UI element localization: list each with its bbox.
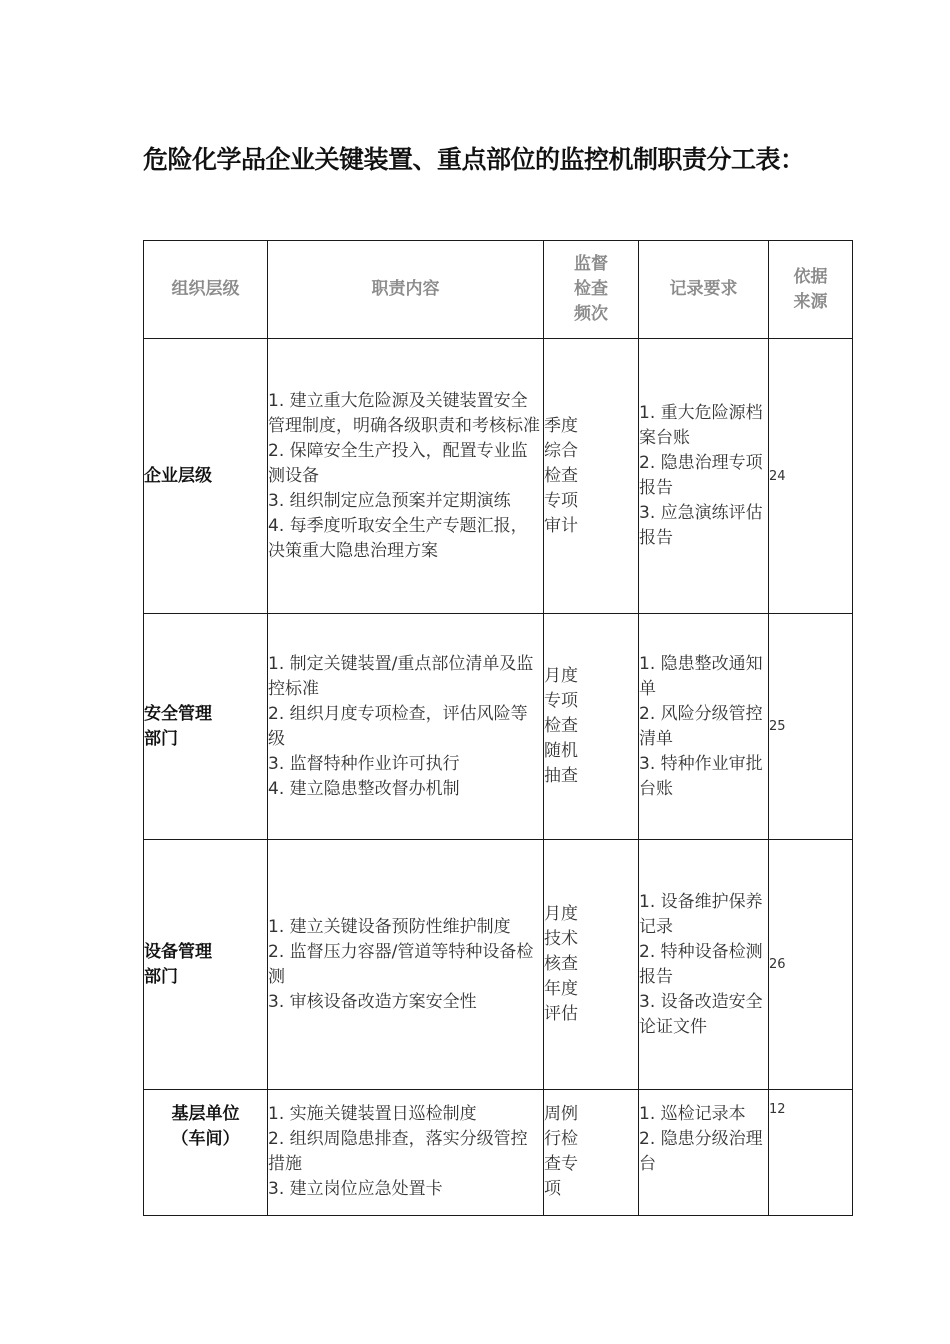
record-item: 3. 特种作业审批台账 [639,753,763,799]
duty-item: 2. 保障安全生产投入，配置专业监测设备 [268,440,528,486]
duty-item: 1. 实施关键装置日巡检制度 [268,1104,477,1124]
level-text: 设备管理部门 [144,941,212,987]
header-source [769,241,853,339]
header-record: 记录要求 [639,241,769,339]
header-frequency-label: 监督检查频次 [574,254,608,324]
record-item: 2. 风险分级管控清单 [639,703,763,749]
duty-item: 3. 建立岗位应急处置卡 [268,1179,443,1199]
source-cell: 12 [769,1090,853,1216]
header-level: 组织层级 [144,241,268,339]
duty-item: 4. 建立隐患整改督办机制 [268,778,460,799]
duty-item: 2. 组织周隐患排查，落实分级管控措施 [268,1129,528,1174]
frequency-cell [544,339,639,614]
record-item: 1. 设备维护保养记录 [639,891,763,937]
level-text: 安全管理部门 [144,703,212,749]
table-header-row [144,241,853,339]
frequency-cell [544,1090,639,1216]
record-item: 3. 应急演练评估报告 [639,503,763,548]
record-item: 3. 设备改造安全论证文件 [639,991,763,1037]
source-cell: 26 [769,840,853,1090]
frequency-text: 月度技术核查年度评估 [544,904,578,1024]
duty-cell [268,339,544,614]
duty-item: 4. 每季度听取安全生产专题汇报，决策重大隐患治理方案 [268,515,528,561]
level-cell [144,1090,268,1216]
duty-item: 3. 组织制定应急预案并定期演练 [268,490,511,511]
document-title: 危险化学品企业关键装置、重点部位的监控机制职责分工表： [143,145,805,174]
level-text: 基层单位（车间） [171,1104,240,1149]
duty-item: 1. 建立重大危险源及关键装置安全管理制度，明确各级职责和考核标准 [268,390,540,436]
duty-cell [268,1090,544,1216]
level-cell [144,840,268,1090]
duty-item: 3. 监督特种作业许可执行 [268,753,460,774]
frequency-text: 月度专项检查随机抽查 [544,666,578,786]
record-cell [639,840,769,1090]
duty-cell [268,840,544,1090]
header-source-label: 依据来源 [793,266,828,312]
record-item: 2. 隐患分级治理台 [639,1129,763,1174]
header-frequency [544,241,639,339]
frequency-text: 季度综合检查专项审计 [544,415,578,536]
duty-table [143,240,853,1216]
record-item: 2. 隐患治理专项报告 [639,453,763,498]
duty-item: 3. 审核设备改造方案安全性 [268,991,477,1012]
source-cell: 25 [769,614,853,840]
record-cell [639,339,769,614]
record-item: 1. 重大危险源档案台账 [639,403,763,448]
frequency-text: 周例行检查专项 [544,1104,578,1199]
source-cell: 24 [769,339,853,614]
duty-item: 2. 监督压力容器/管道等特种设备检测 [268,941,534,987]
record-item: 1. 巡检记录本 [639,1104,746,1124]
level-cell [144,614,268,840]
record-item: 1. 隐患整改通知单 [639,653,763,699]
level-cell: 企业层级 [144,339,268,614]
header-duty: 职责内容 [268,241,544,339]
duty-item: 2. 组织月度专项检查，评估风险等级 [268,703,528,749]
frequency-cell [544,614,639,840]
record-item: 2. 特种设备检测报告 [639,941,763,987]
duty-cell [268,614,544,840]
table-row [144,614,853,840]
table-row [144,840,853,1090]
duty-item: 1. 建立关键设备预防性维护制度 [268,916,511,937]
record-cell [639,1090,769,1216]
table-row [144,339,853,614]
record-cell [639,614,769,840]
table-row [144,1090,853,1216]
duty-item: 1. 制定关键装置/重点部位清单及监控标准 [268,653,534,699]
frequency-cell [544,840,639,1090]
